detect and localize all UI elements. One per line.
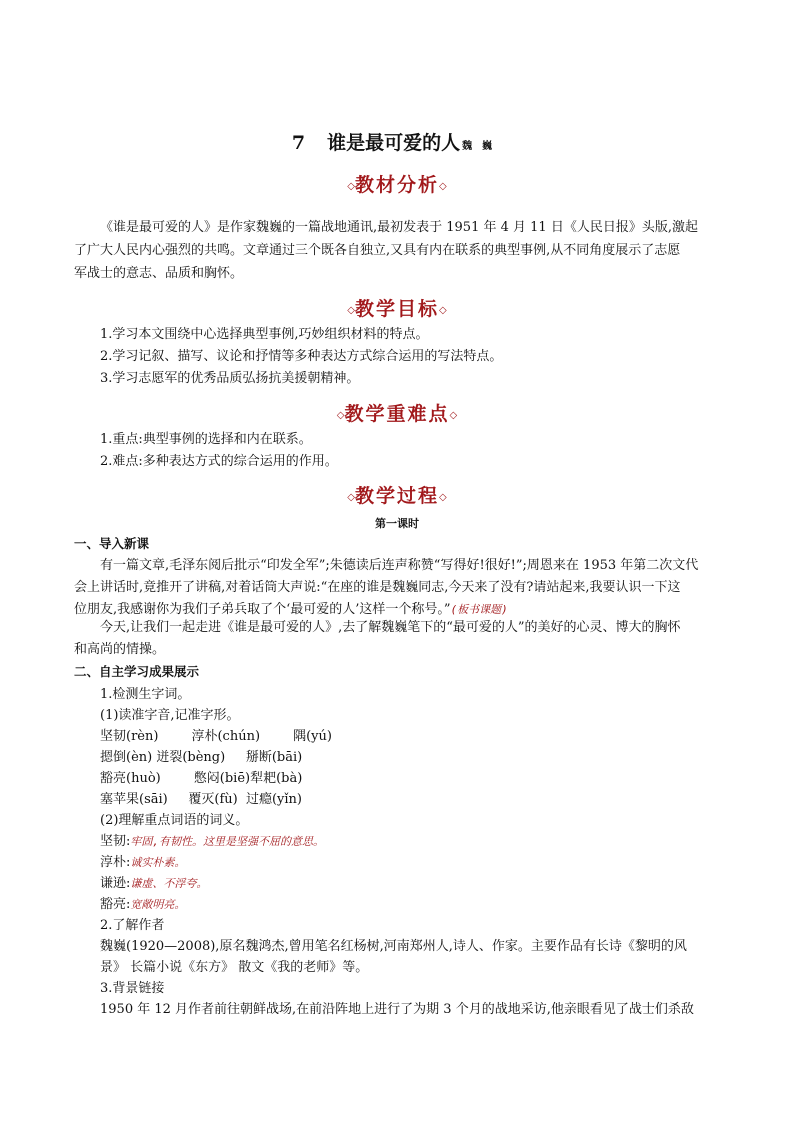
handwritten-answer: 牢固,有韧性。这里是坚强不屈的意思。 [130,835,325,848]
handwritten-answer: 宽敞明亮。 [130,898,186,911]
analysis-line: 了广大人民内心强烈的共鸣。文章通过三个既各自独立,又具有内在联系的典型事例,从不同角度展示了志愿 [74,243,681,258]
handwritten-answer: 诚实朴素。 [130,856,186,869]
vocab-entry: 谦逊:谦虚、不浮夸。 [100,876,208,891]
list-item: (1)读准字音,记准字形。 [100,708,240,723]
lesson-number: 7 [291,132,306,154]
pinyin-row: 摁倒(èn) 迸裂(bèng) 掰断(bāi) [100,750,303,765]
list-item: 3.背景链接 [100,981,165,996]
diamond-icon: ◇ [439,305,447,316]
key-point-item: 1.重点:典型事例的选择和内在联系。 [100,432,312,447]
diamond-icon: ◇ [449,410,458,421]
intro-line: 会上讲话时,竟推开了讲稿,对着话筒大声说:“在座的谁是魏巍同志,今天来了没有?请站起来,我要认识一下这 [74,580,681,595]
diamond-icon: ◇ [347,181,355,192]
author-line: 魏巍(1920—2008),原名魏鸿杰,曾用笔名红杨树,河南郑州人,诗人、作家。主要作品有长诗《黎明的风 [100,939,687,954]
diamond-icon: ◇ [347,492,355,503]
author-line: 景》 长篇小说《东方》 散文《我的老师》等。 [100,960,369,975]
analysis-line: 《谁是最可爱的人》是作家魏巍的一篇战地通讯,最初发表于 1951 年 4 月 11 日《人民日报》头版,激起 [100,220,698,235]
vocab-entry: 坚韧:牢固,有韧性。这里是坚强不屈的意思。 [100,834,325,849]
list-item: 1.检测生字词。 [100,687,191,702]
vocab-entry: 淳朴:诚实朴素。 [100,855,186,870]
intro-line: 有一篇文章,毛泽东阅后批示“印发全军”;朱德读后连声称赞“写得好!很好!”;周恩来在 1953 年第二次文代 [100,558,699,573]
goal-item: 2.学习记叙、描写、议论和抒情等多种表达方式综合运用的写法特点。 [100,349,503,364]
intro-line: 今天,让我们一起走进《谁是最可爱的人》,去了解魏巍笔下的“最可爱的人”的美好的心灵、博大的胸怀 [100,620,681,635]
analysis-line: 军战士的意志、品质和胸怀。 [74,266,244,281]
pinyin-row: 塞苹果(sāi) 覆灭(fù) 过瘾(yǐn) [100,792,302,807]
diamond-icon: ◇ [439,181,447,192]
pinyin-row: 豁亮(huò) 憋闷(biē)犁耙(bà) [100,771,303,786]
list-item: (2)理解重点词语的词义。 [100,813,249,828]
intro-line: 位朋友,我感谢你为我们子弟兵取了个‘最可爱的人’这样一个称号。”(板书课题) [74,602,508,617]
section-heading-key-points: ◇教学重难点◇ [336,403,458,425]
pinyin-row: 坚韧(rèn) 淳朴(chún) 隅(yú) [100,729,332,744]
section-heading-goals: ◇教学目标◇ [347,298,447,320]
diamond-icon: ◇ [347,305,355,316]
vocab-entry: 豁亮:宽敞明亮。 [100,897,186,912]
background-line: 1950 年 12 月作者前往朝鲜战场,在前沿阵地上进行了为期 3 个月的战地采访,他亲眼看见了战士们杀敌 [100,1002,694,1017]
goal-item: 3.学习志愿军的优秀品质弘扬抗美援朝精神。 [100,371,360,386]
list-item: 2.了解作者 [100,918,165,933]
section-heading-analysis: ◇教材分析◇ [347,174,447,196]
goal-item: 1.学习本文围绕中心选择典型事例,巧妙组织材料的特点。 [100,327,429,342]
key-point-item: 2.难点:多种表达方式的综合运用的作用。 [100,454,338,469]
lesson-title-text: 谁是最可爱的人 [327,132,461,154]
section-heading-process: ◇教学过程◇ [347,485,447,507]
intro-line: 和高尚的情操。 [74,642,166,657]
lesson-title [0,128,794,155]
handwritten-answer: 谦虚、不浮夸。 [130,877,208,890]
part-heading: 二、自主学习成果展示 [74,664,200,679]
author-name: 魏巍 [462,141,503,152]
lesson-period: 第一课时 [375,517,419,530]
diamond-icon: ◇ [439,492,447,503]
handwritten-note: (板书课题) [450,603,508,616]
diamond-icon: ◇ [336,410,345,421]
part-heading: 一、导入新课 [74,536,150,551]
